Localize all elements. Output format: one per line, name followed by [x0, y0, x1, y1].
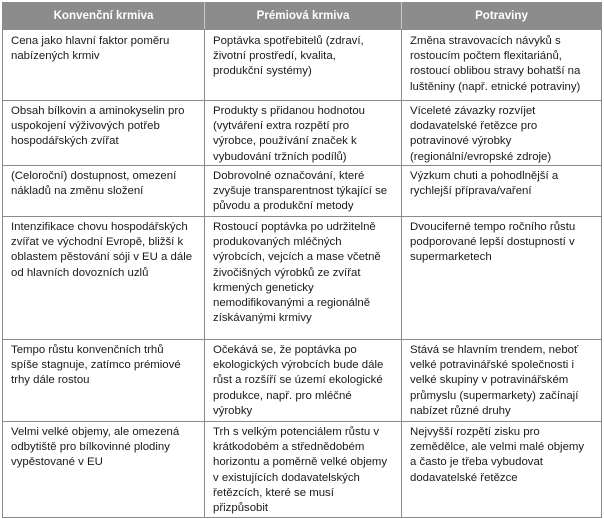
table-cell: Cena jako hlavní faktor poměru nabízených krmiv: [3, 30, 205, 101]
table-cell: Obsah bílkovin a aminokyselin pro uspokojení výživových potřeb hospodářských zvířat: [3, 101, 205, 166]
table-cell: Tempo růstu konvenčních trhů spíše stagnuje, zatímco prémiové trhy dále rostou: [3, 340, 205, 422]
table-cell: Víceleté závazky rozvíjet dodavatelské řetězce pro potravinové výrobky (regionální/evropské zdroje): [402, 101, 602, 166]
table-cell: Intenzifikace chovu hospodářských zvířat ve východní Evropě, bližší k oblastem pěstování sóji v EU a dále od hlavních dovozních uzlů: [3, 217, 205, 340]
table-row: [3, 422, 602, 518]
table-cell: Rostoucí poptávka po udržitelně produkovaných mléčných výrobcích, vejcích a mase včetně živočišných výrobků ze zvířat krmených geneticky nemodifikovanými a regionálně získávanými krmivy: [205, 217, 402, 340]
table-cell: Změna stravovacích návyků s rostoucím počtem flexitariánů, rostoucí oblibou stravy bohatší na luštěniny (např. etnické potraviny): [402, 30, 602, 101]
table-cell: Stává se hlavním trendem, neboť velké potravinářské společnosti i velké skupiny v potravinářském průmyslu (supermarkety) začínají nabízet různé druhy: [402, 340, 602, 422]
table-cell: Výzkum chuti a pohodlnější a rychlejší příprava/vaření: [402, 166, 602, 217]
table-row: [3, 30, 602, 101]
header-row: [3, 3, 602, 30]
comparison-table: [2, 2, 602, 518]
table-row: [3, 101, 602, 166]
header-premium-feed: Prémiová krmiva: [205, 3, 402, 30]
table-cell: Dvouciferné tempo ročního růstu podporované lepší dostupností v supermarketech: [402, 217, 602, 340]
table-cell: (Celoroční) dostupnost, omezení nákladů na změnu složení: [3, 166, 205, 217]
table-cell: Velmi velké objemy, ale omezená odbytiště pro bílkovinné plodiny vypěstované v EU: [3, 422, 205, 518]
table-cell: Poptávka spotřebitelů (zdraví, životní prostředí, kvalita, produkční systémy): [205, 30, 402, 101]
table-cell: Nejvyšší rozpětí zisku pro zemědělce, ale velmi malé objemy a často je třeba vybudovat dodavatelské řetězce: [402, 422, 602, 518]
table-cell: Trh s velkým potenciálem růstu v krátkodobém a střednědobém horizontu a poměrně velké objemy v existujících dodavatelských řetězcích, které se musí přizpůsobit: [205, 422, 402, 518]
header-food: Potraviny: [402, 3, 602, 30]
table-cell: Očekává se, že poptávka po ekologických výrobcích bude dále růst a rozšíří se území ekologické produkce, např. pro mléčné výrobky: [205, 340, 402, 422]
header-conventional-feed: Konvenční krmiva: [3, 3, 205, 30]
table-row: [3, 340, 602, 422]
table-cell: Dobrovolné označování, které zvyšuje transparentnost týkající se původu a produkční metody: [205, 166, 402, 217]
table-row: [3, 166, 602, 217]
table-cell: Produkty s přidanou hodnotou (vytváření extra rozpětí pro výrobce, používání značek k vybudování tržních podílů): [205, 101, 402, 166]
table-row: [3, 217, 602, 340]
